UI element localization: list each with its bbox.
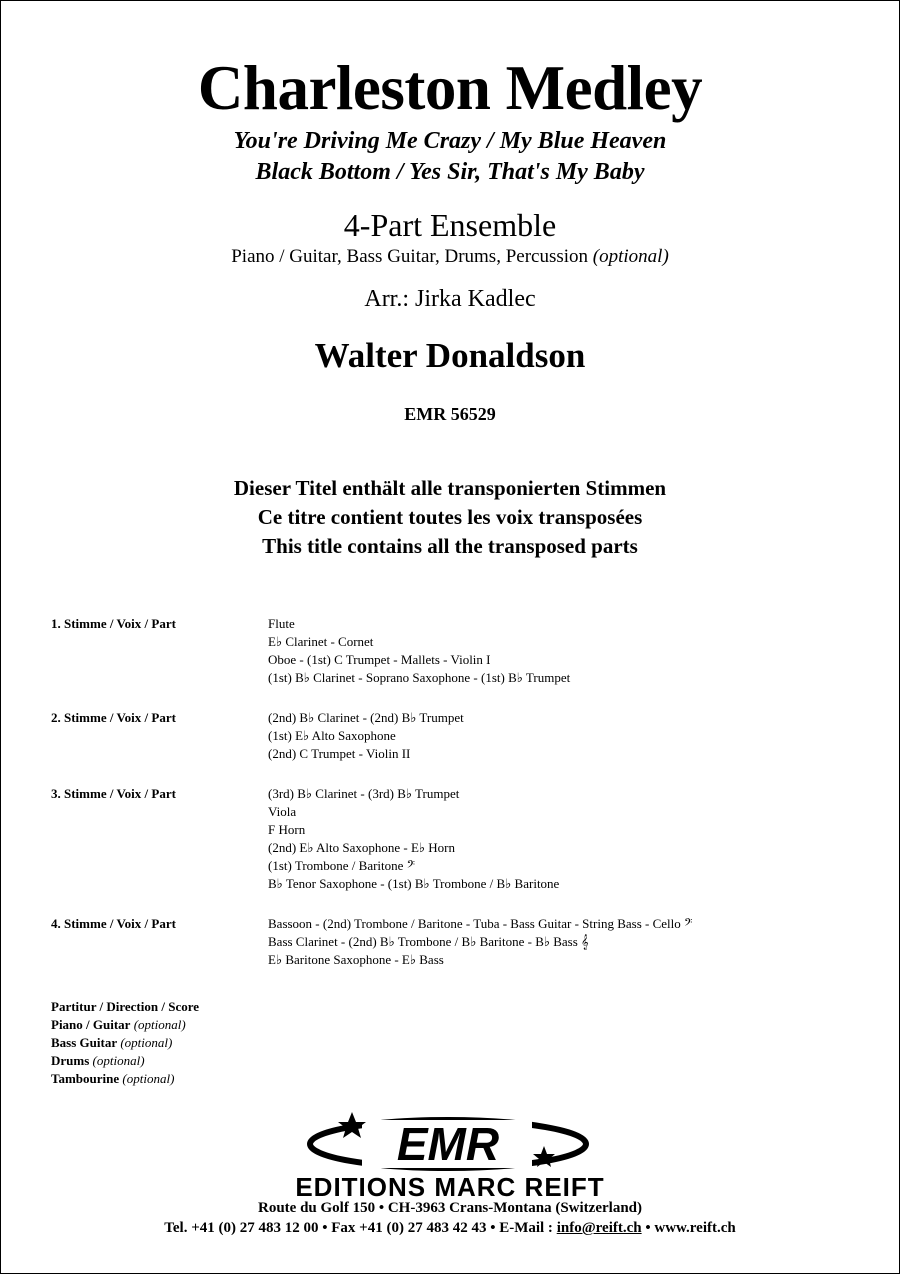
part-3-instrument: (2nd) E♭ Alto Saxophone - E♭ Horn xyxy=(268,840,456,855)
contact-line xyxy=(0,1220,900,1237)
address: Route du Golf 150 • CH-3963 Crans-Montana (Switzerland) xyxy=(258,1200,642,1216)
part-3-instrument: (3rd) B♭ Clarinet - (3rd) B♭ Trumpet xyxy=(268,786,460,801)
part-1-instrument: (1st) B♭ Clarinet - Soprano Saxophone - (1st) B♭ Trumpet xyxy=(268,670,571,685)
part-3-instrument: F Horn xyxy=(268,822,306,837)
extra-note: (optional) xyxy=(122,1071,175,1086)
part-4-instrument: Bassoon - (2nd) Trombone / Baritone - Tuba - Bass Guitar - String Bass - Cello 𝄢 xyxy=(268,916,693,931)
publisher-name: EDITIONS MARC REIFT xyxy=(295,1172,605,1202)
extra-name: Bass Guitar xyxy=(51,1035,118,1050)
part-2-instrument: (2nd) C Trumpet - Violin II xyxy=(268,746,411,761)
extra-item xyxy=(51,1070,199,1088)
part-4-list xyxy=(268,915,692,969)
composer: Walter Donaldson xyxy=(314,336,586,375)
note-german: Dieser Titel enthält alle transponierten Stimmen xyxy=(233,476,667,500)
part-2-instrument: (1st) E♭ Alto Saxophone xyxy=(268,728,396,743)
part-1-instrument: E♭ Clarinet - Cornet xyxy=(268,634,374,649)
extras-list xyxy=(51,998,199,1088)
emr-logo xyxy=(300,1108,600,1176)
part-1-instrument: Oboe - (1st) C Trumpet - Mallets - Violin I xyxy=(268,652,491,667)
logo-text: EMR xyxy=(396,1118,500,1170)
ensemble: 4-Part Ensemble xyxy=(343,207,557,243)
extra-item xyxy=(51,1034,199,1052)
part-2-instrument: (2nd) B♭ Clarinet - (2nd) B♭ Trumpet xyxy=(268,710,464,725)
extra-note: (optional) xyxy=(120,1035,173,1050)
arranger: Arr.: Jirka Kadlec xyxy=(364,286,536,312)
part-4-instrument: Bass Clarinet - (2nd) B♭ Trombone / B♭ Baritone - B♭ Bass 𝄞 xyxy=(268,934,589,949)
extra-name: Partitur / Direction / Score xyxy=(51,999,200,1014)
part-3-instrument: Viola xyxy=(268,804,297,819)
instrumentation-text: Piano / Guitar, Bass Guitar, Drums, Percussion xyxy=(231,246,589,267)
part-3-label: 3. Stimme / Voix / Part xyxy=(51,786,176,801)
extra-name: Tambourine xyxy=(51,1071,120,1086)
contact-prefix: Tel. +41 (0) 27 483 12 00 • Fax +41 (0) 27 483 42 43 • E-Mail : xyxy=(164,1220,557,1236)
note-french: Ce titre contient toutes les voix transposées xyxy=(257,505,643,529)
part-2-label: 2. Stimme / Voix / Part xyxy=(51,710,176,725)
part-3-instrument: B♭ Tenor Saxophone - (1st) B♭ Trombone / B♭ Baritone xyxy=(268,876,560,891)
part-1-label: 1. Stimme / Voix / Part xyxy=(51,616,176,631)
star-icon xyxy=(338,1112,366,1138)
part-4-label: 4. Stimme / Voix / Part xyxy=(51,916,176,931)
extra-name: Drums xyxy=(51,1053,90,1068)
part-3-instrument: (1st) Trombone / Baritone 𝄢 xyxy=(268,858,416,873)
extra-item xyxy=(51,1052,199,1070)
part-2-list xyxy=(268,709,464,763)
email-link[interactable]: info@reift.ch xyxy=(556,1220,642,1236)
extra-note: (optional) xyxy=(133,1017,186,1032)
part-1-list xyxy=(268,615,570,687)
extra-note: (optional) xyxy=(92,1053,145,1068)
catalog-number: EMR 56529 xyxy=(404,404,496,424)
instrumentation-optional: (optional) xyxy=(592,246,669,267)
extra-item xyxy=(51,1016,199,1034)
instrumentation xyxy=(0,246,900,268)
part-1-instrument: Flute xyxy=(268,616,295,631)
part-4-instrument: E♭ Baritone Saxophone - E♭ Bass xyxy=(268,952,444,967)
part-3-list xyxy=(268,785,559,893)
extra-name: Piano / Guitar xyxy=(51,1017,131,1032)
subtitle-line-2: Black Bottom / Yes Sir, That's My Baby xyxy=(255,159,645,185)
contact-suffix: • www.reift.ch xyxy=(641,1220,736,1236)
note-english: This title contains all the transposed parts xyxy=(262,534,638,558)
title: Charleston Medley xyxy=(197,53,703,123)
subtitle-line-1: You're Driving Me Crazy / My Blue Heaven xyxy=(233,128,667,154)
extra-item xyxy=(51,998,199,1016)
